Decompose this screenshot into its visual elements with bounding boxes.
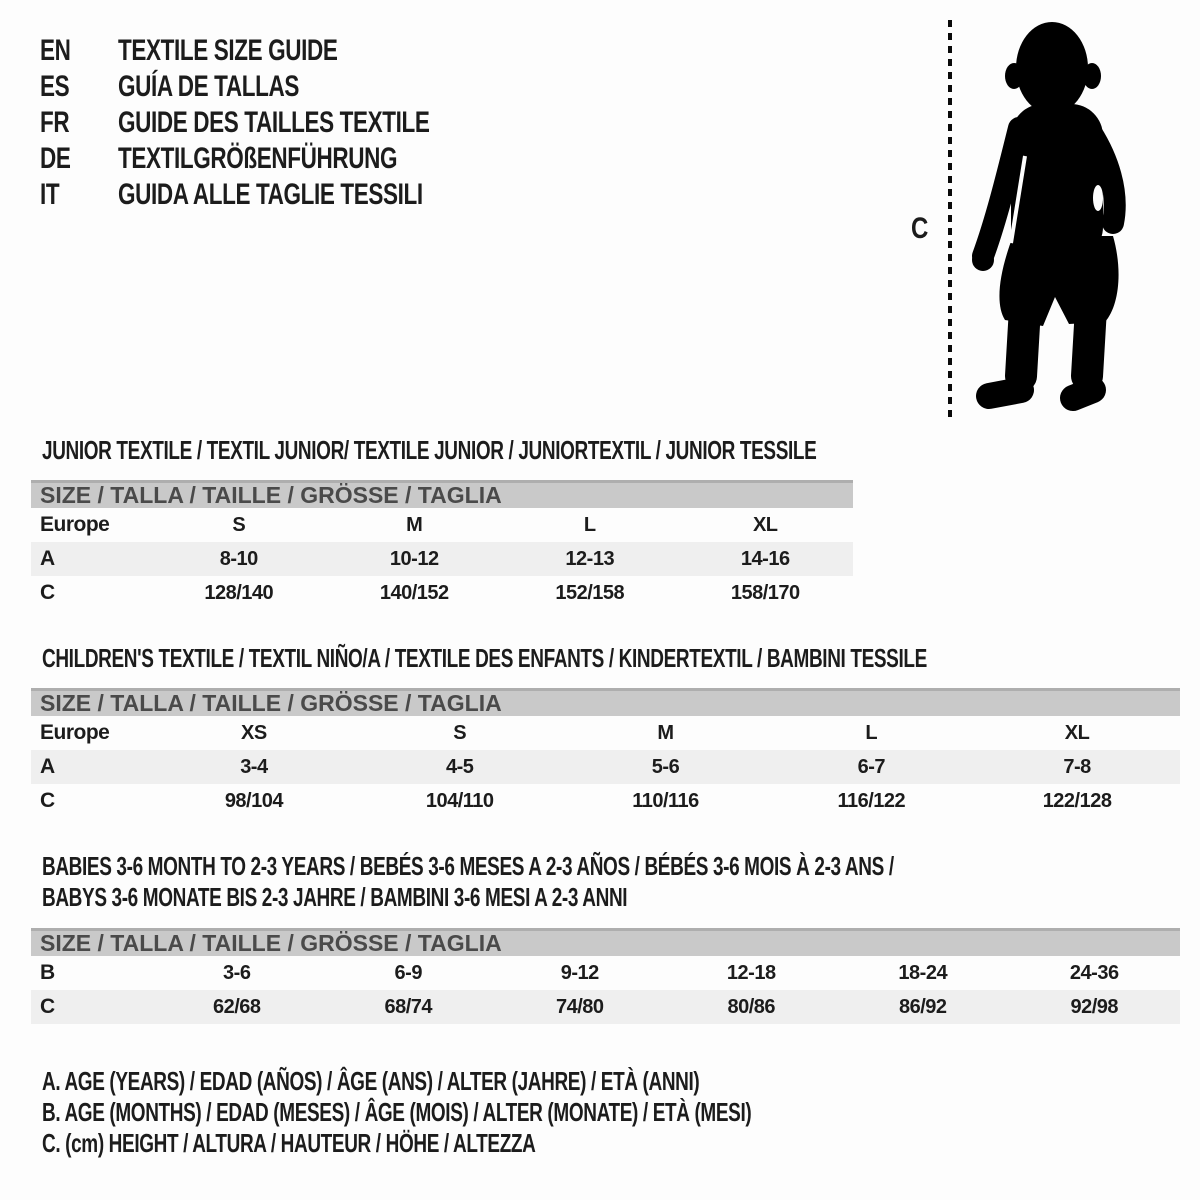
table-cell: 68/74 (384, 995, 433, 1018)
row-label: C (40, 789, 55, 812)
table-cell: 24-36 (1069, 961, 1119, 984)
row-label: Europe (40, 513, 110, 536)
guide-title: GUÍA DE TALLAS (118, 70, 299, 103)
table-cell: 140/152 (379, 581, 449, 604)
language-row (40, 105, 533, 141)
row-label: C (40, 995, 55, 1018)
language-row (40, 69, 533, 105)
table-cell: S (453, 721, 467, 744)
table-row (31, 716, 1180, 750)
babies-section-title-line1: BABIES 3-6 MONTH TO 2-3 YEARS / BEBÉS 3-6 MESES A 2-3 AÑOS / BÉBÉS 3-6 MOIS À 2-3 ANS / (42, 851, 894, 881)
table-cell: 92/98 (1070, 995, 1119, 1018)
table-cell: 116/122 (837, 789, 906, 812)
table-cell: L (865, 721, 878, 744)
legend-block (42, 1066, 1014, 1159)
children-section-title: CHILDREN'S TEXTILE / TEXTIL NIÑO/A / TEXTILE DES ENFANTS / KINDERTEXTIL / BAMBINI TESSILE (42, 643, 927, 673)
junior-size-table (31, 480, 853, 610)
table-cell: 62/68 (212, 995, 261, 1018)
table-row (31, 750, 1180, 784)
language-code: EN (40, 34, 71, 67)
table-cell: 14-16 (740, 547, 790, 570)
table-cell: 6-7 (857, 755, 885, 778)
height-measure-line (948, 20, 952, 417)
children-textile-section (31, 643, 1180, 818)
row-label: Europe (40, 721, 110, 744)
table-cell: 6-9 (394, 961, 422, 984)
table-cell: XL (1064, 721, 1090, 744)
language-row (40, 141, 533, 177)
language-code: FR (40, 106, 70, 139)
table-cell: 110/116 (632, 789, 699, 812)
size-header-row: SIZE / TALLA / TAILLE / GRÖSSE / TAGLIA (31, 480, 853, 508)
table-row (31, 990, 1180, 1024)
table-cell: 152/158 (555, 581, 625, 604)
table-cell: 80/86 (727, 995, 776, 1018)
legend-age-months: B. AGE (MONTHS) / EDAD (MESES) / ÂGE (MOIS) / ALTER (MONATE) / ETÀ (MESI) (42, 1097, 752, 1127)
guide-title: GUIDA ALLE TAGLIE TESSILI (118, 178, 423, 211)
table-cell: 9-12 (560, 961, 599, 984)
babies-textile-section (31, 851, 1180, 1024)
table-cell: 4-5 (445, 755, 474, 778)
junior-textile-section (31, 435, 853, 610)
table-cell: 104/110 (425, 789, 494, 812)
table-cell: XL (752, 513, 778, 536)
table-cell: 5-6 (651, 755, 680, 778)
babies-size-table (31, 928, 1180, 1024)
table-cell: 122/128 (1042, 789, 1112, 812)
table-cell: XS (241, 721, 267, 744)
babies-section-title-line2: BABYS 3-6 MONATE BIS 2-3 JAHRE / BAMBINI 3-6 MESI A 2-3 ANNI (42, 882, 628, 912)
size-header-row: SIZE / TALLA / TAILLE / GRÖSSE / TAGLIA (31, 688, 1180, 716)
table-cell: 7-8 (1063, 755, 1091, 778)
row-label: B (40, 961, 55, 984)
table-cell: M (406, 513, 423, 536)
table-cell: 74/80 (555, 995, 604, 1018)
language-code: IT (40, 178, 60, 211)
table-row (31, 784, 1180, 818)
language-title-block (40, 33, 533, 213)
guide-title: GUIDE DES TAILLES TEXTILE (118, 106, 430, 139)
size-header-row: SIZE / TALLA / TAILLE / GRÖSSE / TAGLIA (31, 928, 1180, 956)
legend-height-cm: C. (cm) HEIGHT / ALTURA / HAUTEUR / HÖHE / ALTEZZA (42, 1128, 536, 1158)
guide-title: TEXTILE SIZE GUIDE (118, 34, 338, 67)
table-row (31, 508, 853, 542)
row-label: A (40, 755, 55, 778)
table-cell: L (583, 513, 596, 536)
table-cell: 128/140 (204, 581, 274, 604)
table-cell: 10-12 (389, 547, 439, 570)
table-cell: 8-10 (219, 547, 258, 570)
junior-section-title: JUNIOR TEXTILE / TEXTIL JUNIOR/ TEXTILE JUNIOR / JUNIORTEXTIL / JUNIOR TESSILE (42, 435, 817, 465)
table-cell: 98/104 (224, 789, 283, 812)
table-cell: 86/92 (898, 995, 947, 1018)
row-label: A (40, 547, 55, 570)
language-code: ES (40, 70, 70, 103)
table-cell: 12-13 (565, 547, 615, 570)
guide-title: TEXTILGRÖßENFÜHRUNG (118, 142, 398, 175)
table-row (31, 576, 853, 610)
table-cell: 3-4 (240, 755, 268, 778)
babies-section-titles (31, 851, 1180, 913)
table-cell: 3-6 (223, 961, 251, 984)
table-row (31, 542, 853, 576)
table-cell: 18-24 (898, 961, 948, 984)
language-code: DE (40, 142, 71, 175)
legend-age-years: A. AGE (YEARS) / EDAD (AÑOS) / ÂGE (ANS) / ALTER (JAHRE) / ETÀ (ANNI) (42, 1066, 700, 1096)
table-cell: S (232, 513, 246, 536)
toddler-silhouette-icon (967, 18, 1147, 416)
row-label: C (40, 581, 55, 604)
children-size-table (31, 688, 1180, 818)
height-label: C (911, 212, 929, 245)
table-cell: 12-18 (726, 961, 776, 984)
table-cell: M (657, 721, 674, 744)
language-row (40, 177, 533, 213)
table-row (31, 956, 1180, 990)
table-cell: 158/170 (730, 581, 800, 604)
language-row (40, 33, 533, 69)
